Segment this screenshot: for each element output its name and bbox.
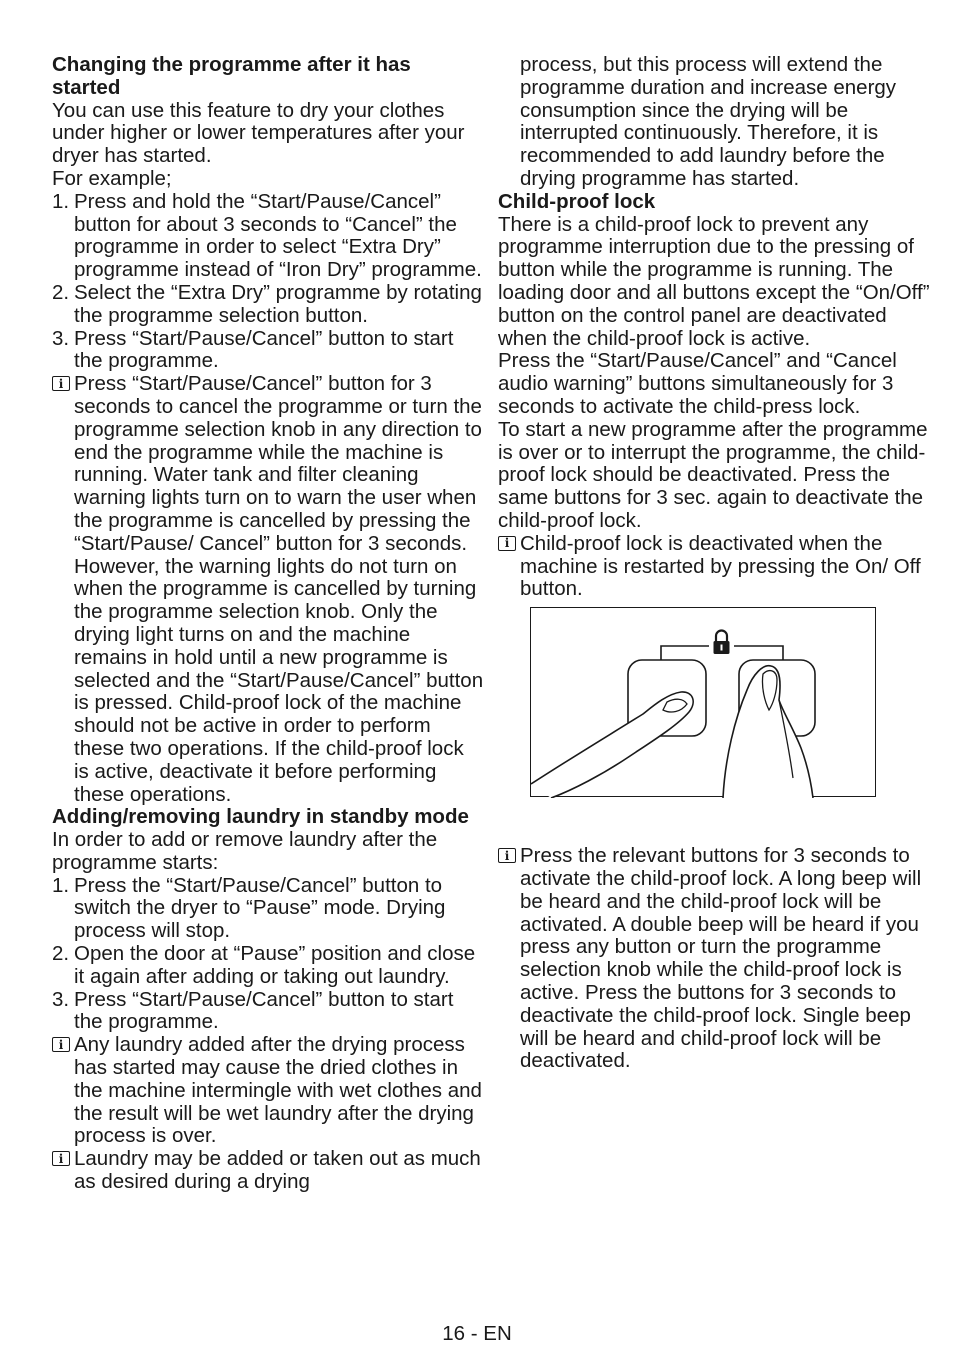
padlock-icon: [714, 631, 730, 655]
note-text: Press the relevant buttons for 3 seconds to activate the child-proof lock. A long beep will be heard and the child-proof lock will be activated. A double beep will be heard if you press any button or turn the programme selection knob while the child-proof lock is active. Press the buttons for 3 seconds to deactivate the child-proof lock. Single beep will be heard and child-proof lock will be deactivated.: [520, 844, 922, 1073]
list-number: 2.: [52, 280, 70, 304]
note-text-continued: process, but this process will extend the programme duration and increase energy consumption since the drying will be interrupted continuously. Therefore, it is recommended to add laundry before the drying programme has started.: [520, 53, 897, 190]
note-lock-beeps: [498, 845, 930, 1073]
page-number: 16 - EN: [442, 1322, 512, 1345]
list-item: [52, 282, 484, 328]
list-number: 3.: [52, 326, 70, 350]
section-title-adding-laundry: Adding/removing laundry in standby mode: [52, 805, 469, 829]
button-link-line-right: [734, 646, 783, 660]
info-icon: i: [52, 1151, 70, 1166]
note-text: Any laundry added after the drying process has started may cause the dried clothes in the machine intermingle with wet clothes and the result will be wet laundry after the drying process is over.: [74, 1033, 482, 1148]
fingers-pressing-buttons-illustration: [531, 608, 877, 798]
list-number: 1.: [52, 189, 70, 213]
note-lock-restart: [498, 533, 930, 601]
note-laundry-intermingle: [52, 1034, 484, 1148]
section-title-child-lock: Child-proof lock: [498, 189, 656, 213]
note-laundry-added: [52, 1148, 484, 1194]
note-text: Laundry may be added or taken out as much as desired during a drying: [74, 1147, 481, 1194]
left-column: [52, 54, 484, 1194]
list-item: [52, 943, 484, 989]
list-text: Select the “Extra Dry” programme by rotating the programme selection button.: [74, 280, 482, 327]
info-icon: i: [52, 1037, 70, 1052]
paragraph: There is a child-proof lock to prevent any programme interruption due to the pressing of button while the programme is running. The loading door and all buttons except the “On/Off” button on the control panel are deactivated when the child-proof lock is active.: [498, 212, 930, 350]
info-icon: i: [498, 848, 516, 863]
info-icon: i: [498, 536, 516, 551]
list-number: 1.: [52, 873, 70, 897]
right-column: [498, 54, 930, 1073]
button-link-line-left: [661, 646, 709, 660]
note-text: Child-proof lock is deactivated when the machine is restarted by pressing the On/ Off button.: [520, 531, 921, 601]
note-cancel-programme: [52, 373, 484, 806]
paragraph: For example;: [52, 166, 172, 190]
list-text: Press “Start/Pause/Cancel” button to start the programme.: [74, 987, 454, 1034]
steps-list-adding-laundry: [52, 875, 484, 1035]
paragraph: You can use this feature to dry your clothes under higher or lower temperatures after your dryer has started.: [52, 98, 465, 168]
list-text: Press and hold the “Start/Pause/Cancel” button for about 3 seconds to “Cancel” the programme in order to select “Extra Dry” programme instead of “Iron Dry” programme.: [74, 189, 482, 282]
list-text: Press the “Start/Pause/Cancel” button to switch the dryer to “Pause” mode. Drying process will stop.: [74, 873, 446, 943]
note-text: Press “Start/Pause/Cancel” button for 3 seconds to cancel the programme or turn the programme selection knob in any direction to end the programme while the machine is running. Water tank and filter cleaning warning lights turn on to warn the user when the programme is cancelled by pressing the “Start/Pause/ Cancel” button for 3 seconds. However, the warning lights do not turn on when the programme is cancelled by turning the programme selection knob. Only the drying light turns on and the machine remains in hold until a new programme is selected and the “Start/Pause/Cancel” button is pressed. Child-proof lock of the machine should not be active in order to perform these two operations. If the child-proof lock is active, deactivate it before performing these operations.: [74, 372, 484, 806]
list-item: [52, 875, 484, 943]
list-item: [52, 989, 484, 1035]
paragraph: Press the “Start/Pause/Cancel” and “Cancel audio warning” buttons simultaneously for 3 seconds to activate the child-press lock.: [498, 349, 897, 418]
list-number: 2.: [52, 942, 70, 966]
list-item: [52, 328, 484, 374]
paragraph: To start a new programme after the programme is over or to interrupt the programme, the child-proof lock should be deactivated. Press the same buttons for 3 sec. again to deactivate the child-proof lock.: [498, 417, 928, 532]
info-icon: i: [52, 376, 70, 391]
section-title-change-programme: Changing the programme after it has started: [52, 53, 411, 99]
steps-list-change-programme: [52, 191, 484, 373]
list-item: [52, 191, 484, 282]
list-number: 3.: [52, 987, 70, 1011]
paragraph: In order to add or remove laundry after the programme starts:: [52, 828, 438, 874]
list-text: Open the door at “Pause” position and close it again after adding or taking out laundry.: [74, 942, 476, 988]
list-text: Press “Start/Pause/Cancel” button to start the programme.: [74, 326, 454, 373]
finger-left: [531, 692, 693, 798]
child-lock-illustration: [530, 607, 876, 797]
